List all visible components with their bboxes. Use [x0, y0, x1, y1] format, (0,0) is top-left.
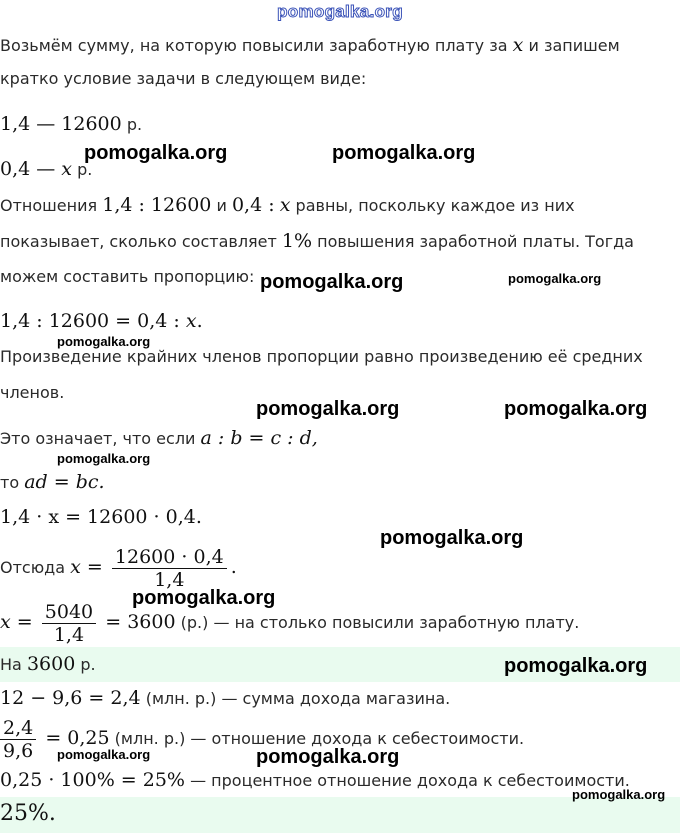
- variable-x: x: [512, 34, 524, 56]
- fraction-numerator: 5040: [42, 601, 96, 624]
- answer-unit: р.: [80, 655, 96, 674]
- ratio-text: — отношение дохода к себестоимости.: [190, 729, 525, 748]
- condition-2-value: 0,4 —: [0, 158, 62, 180]
- result-lhs: x =: [0, 611, 33, 633]
- ratio-line: [0, 193, 680, 218]
- intro-text-b: и запишем: [528, 36, 620, 55]
- answer-2-value: 25%.: [0, 801, 56, 826]
- fraction-denominator: 1,4: [53, 624, 85, 646]
- watermark-text: pomogalka.org: [380, 527, 524, 549]
- condition-2-unit: р.: [77, 160, 93, 179]
- proportion-intro: можем составить пропорцию:: [0, 267, 255, 286]
- watermark-text: pomogalka.org: [84, 142, 228, 164]
- answer-2: [0, 802, 680, 827]
- result-text: — на столько повысили заработную плату.: [213, 613, 580, 632]
- watermark-text: pomogalka.org: [508, 271, 602, 286]
- fraction-5040-over-1-4: [42, 601, 96, 646]
- equation-1-expr: 1,4 · x = 12600 · 0,4.: [0, 506, 202, 528]
- ratio-tail: равны, поскольку каждое из них: [295, 196, 575, 215]
- condition-1-value: 1,4 — 12600: [0, 113, 122, 135]
- fraction-2-4-over-9-6: [0, 717, 36, 762]
- answer-value: 3600: [26, 653, 76, 675]
- hence-lhs: x =: [70, 556, 103, 578]
- fraction-denominator: 9,6: [3, 740, 34, 762]
- one-percent: 1%: [281, 230, 313, 252]
- variable-x: x: [279, 194, 291, 216]
- ratio-1: 1,4 : 12600: [102, 194, 212, 216]
- rule-line-1: Произведение крайних членов пропорции равно произведению её средних: [0, 347, 643, 366]
- ratio-value: = 0,25: [45, 727, 110, 749]
- intro-line-2: кратко условие задачи в следующем виде:: [0, 69, 367, 88]
- rule-line-2: членов.: [0, 383, 65, 402]
- income-expr: 12 − 9,6 = 2,4: [0, 687, 141, 709]
- then-line: [0, 470, 680, 495]
- then-formula: ad = bc.: [24, 471, 105, 493]
- condition-row-1: [0, 112, 680, 137]
- watermark-text: pomogalka.org: [504, 398, 648, 420]
- site-watermark-header: pomogalka.org: [277, 2, 403, 21]
- hence-line: [0, 543, 680, 592]
- equation-1: [0, 505, 680, 530]
- watermark-text: pomogalka.org: [572, 787, 666, 802]
- means-text: Это означает, что если: [0, 429, 196, 448]
- ratio-word: Отношения: [0, 196, 98, 215]
- income-line: [0, 686, 680, 711]
- condition-1-unit: р.: [126, 115, 143, 134]
- means-line: [0, 426, 680, 451]
- watermark-text: pomogalka.org: [504, 655, 648, 677]
- fraction-12600-over-1-4: [112, 546, 227, 591]
- answer-prefix: На: [0, 655, 22, 674]
- income-text: — сумма дохода магазина.: [221, 689, 451, 708]
- percent-expr: 0,25 · 100% = 25%: [0, 769, 185, 791]
- proportion-expr: 1,4 : 12600 = 0,4 :: [0, 310, 186, 332]
- income-unit: (млн. р.): [145, 689, 217, 708]
- variable-x: x: [61, 158, 73, 180]
- watermark-text: pomogalka.org: [256, 746, 400, 768]
- watermark-text: pomogalka.org: [260, 271, 404, 293]
- proportion-formula: [0, 309, 680, 334]
- watermark-text: pomogalka.org: [57, 451, 151, 466]
- percent-line: [0, 229, 680, 254]
- watermark-text: pomogalka.org: [256, 398, 400, 420]
- fraction-denominator: 1,4: [154, 569, 185, 591]
- percent-text-b: повышения заработной платы. Тогда: [317, 232, 634, 251]
- watermark-text: pomogalka.org: [57, 747, 151, 762]
- watermark-text: pomogalka.org: [332, 142, 476, 164]
- result-unit: (р.): [180, 613, 209, 632]
- watermark-text: pomogalka.org: [57, 334, 151, 349]
- formula-dot: .: [230, 556, 237, 578]
- percent-text-a: показывает, сколько составляет: [0, 232, 277, 251]
- formula-dot: .: [196, 310, 203, 332]
- percent-text: — процентное отношение дохода к себестоимости.: [190, 771, 630, 790]
- means-formula: a : b = c : d,: [200, 427, 318, 449]
- result-value: = 3600: [105, 611, 176, 633]
- ratio-2: 0,4 :: [231, 194, 275, 216]
- watermark-text: pomogalka.org: [132, 587, 276, 609]
- and-word: и: [216, 196, 227, 215]
- intro-text-a: Возьмём сумму, на которую повысили заработную плату за: [0, 36, 508, 55]
- intro-line-1: [0, 33, 680, 58]
- result-line: [0, 598, 680, 647]
- ratio-unit: (млн. р.): [114, 729, 186, 748]
- fraction-numerator: 12600 · 0,4: [112, 546, 227, 569]
- fraction-numerator: 2,4: [0, 717, 36, 740]
- hence-word: Отсюда: [0, 558, 66, 577]
- then-word: то: [0, 473, 20, 492]
- variable-x: x: [185, 310, 197, 332]
